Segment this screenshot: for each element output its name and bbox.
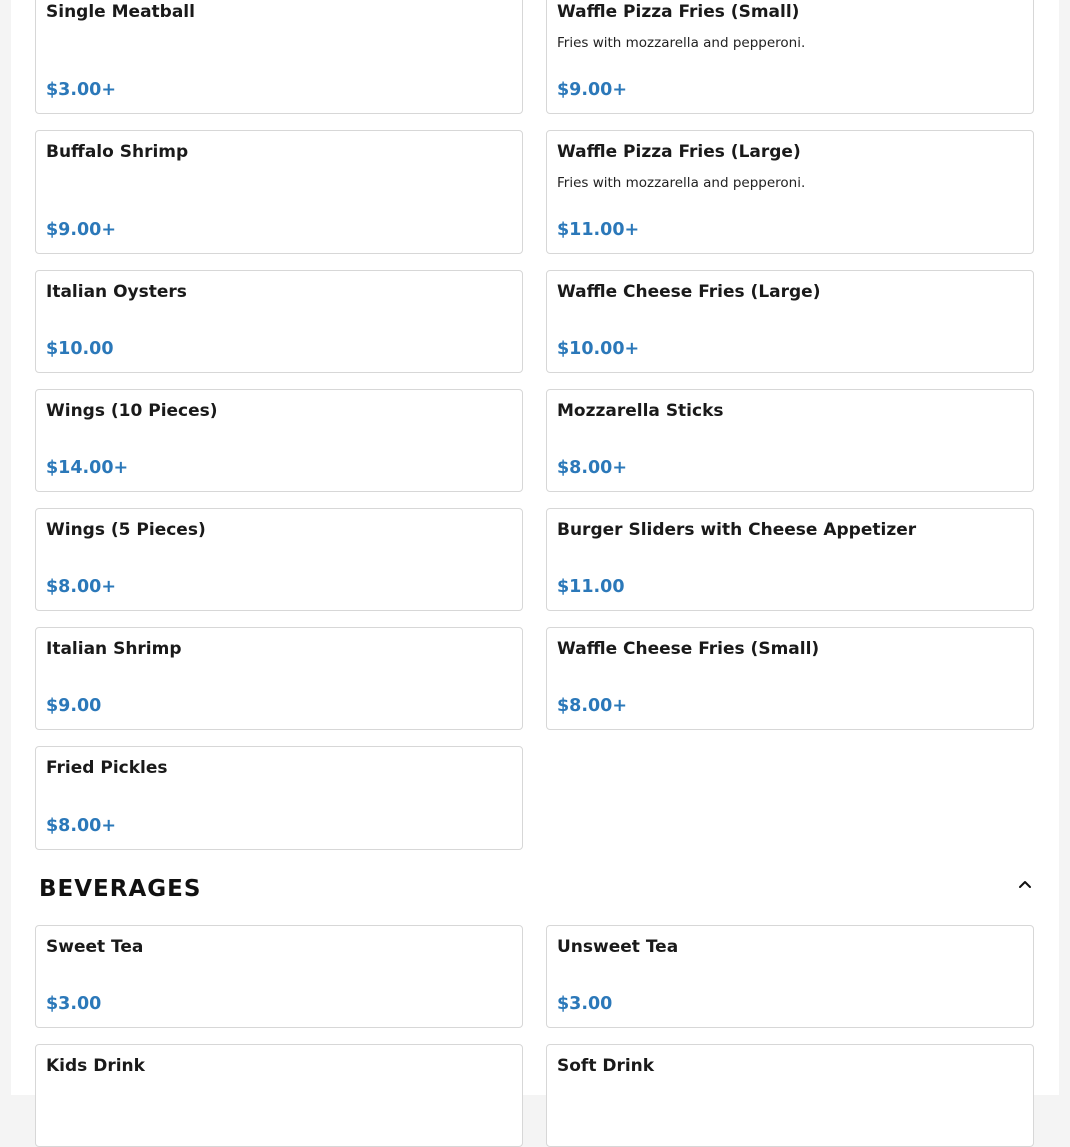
menu-item-card[interactable] bbox=[546, 389, 1034, 492]
menu-item-card[interactable] bbox=[546, 270, 1034, 373]
item-price: $14.00+ bbox=[46, 458, 129, 478]
item-price: $8.00+ bbox=[46, 816, 117, 836]
item-name: Single Meatball bbox=[46, 2, 195, 22]
item-price: $9.00+ bbox=[46, 220, 117, 240]
item-price: $8.00+ bbox=[557, 458, 628, 478]
item-name: Buffalo Shrimp bbox=[46, 142, 189, 162]
item-name: Burger Sliders with Cheese Appetizer bbox=[557, 520, 917, 540]
section-title-beverages: BEVERAGES bbox=[39, 876, 202, 902]
item-price: $10.00 bbox=[46, 339, 114, 359]
item-description: Fries with mozzarella and pepperoni. bbox=[557, 175, 806, 191]
chevron-up-icon bbox=[1017, 876, 1033, 892]
menu-item-card[interactable] bbox=[546, 130, 1034, 254]
menu-item-card[interactable] bbox=[35, 627, 523, 730]
item-price: $9.00 bbox=[46, 696, 102, 716]
item-price: $3.00+ bbox=[46, 80, 117, 100]
item-name: Fried Pickles bbox=[46, 758, 168, 778]
menu-item-card[interactable] bbox=[35, 925, 523, 1028]
item-name: Mozzarella Sticks bbox=[557, 401, 724, 421]
menu-item-card[interactable] bbox=[35, 270, 523, 373]
item-name: Italian Oysters bbox=[46, 282, 187, 302]
menu-item-card[interactable] bbox=[35, 1044, 523, 1147]
item-description: Fries with mozzarella and pepperoni. bbox=[557, 35, 806, 51]
menu-item-card[interactable] bbox=[35, 0, 523, 114]
menu-item-card[interactable] bbox=[35, 130, 523, 254]
menu-item-card[interactable] bbox=[35, 508, 523, 611]
item-price: $3.00 bbox=[46, 994, 102, 1014]
menu-item-card[interactable] bbox=[35, 389, 523, 492]
menu-item-card[interactable] bbox=[35, 746, 523, 850]
item-name: Sweet Tea bbox=[46, 937, 144, 957]
item-name: Wings (10 Pieces) bbox=[46, 401, 218, 421]
item-price: $3.00 bbox=[557, 994, 613, 1014]
item-name: Soft Drink bbox=[557, 1056, 655, 1076]
item-price: $11.00+ bbox=[557, 220, 640, 240]
item-price: $9.00+ bbox=[557, 80, 628, 100]
menu-item-card[interactable] bbox=[546, 508, 1034, 611]
item-name: Wings (5 Pieces) bbox=[46, 520, 206, 540]
menu-item-card[interactable] bbox=[546, 925, 1034, 1028]
item-price: $10.00+ bbox=[557, 339, 640, 359]
item-name: Waffle Pizza Fries (Large) bbox=[557, 142, 801, 162]
item-price: $11.00 bbox=[557, 577, 625, 597]
menu-item-card[interactable] bbox=[546, 627, 1034, 730]
item-name: Waffle Cheese Fries (Large) bbox=[557, 282, 821, 302]
item-name: Waffle Cheese Fries (Small) bbox=[557, 639, 820, 659]
menu-item-card[interactable] bbox=[546, 1044, 1034, 1147]
item-name: Italian Shrimp bbox=[46, 639, 182, 659]
item-name: Kids Drink bbox=[46, 1056, 145, 1076]
item-name: Waffle Pizza Fries (Small) bbox=[557, 2, 800, 22]
menu-item-card[interactable] bbox=[546, 0, 1034, 114]
item-price: $8.00+ bbox=[557, 696, 628, 716]
item-price: $8.00+ bbox=[46, 577, 117, 597]
item-name: Unsweet Tea bbox=[557, 937, 679, 957]
collapse-section-button[interactable] bbox=[1013, 872, 1037, 896]
